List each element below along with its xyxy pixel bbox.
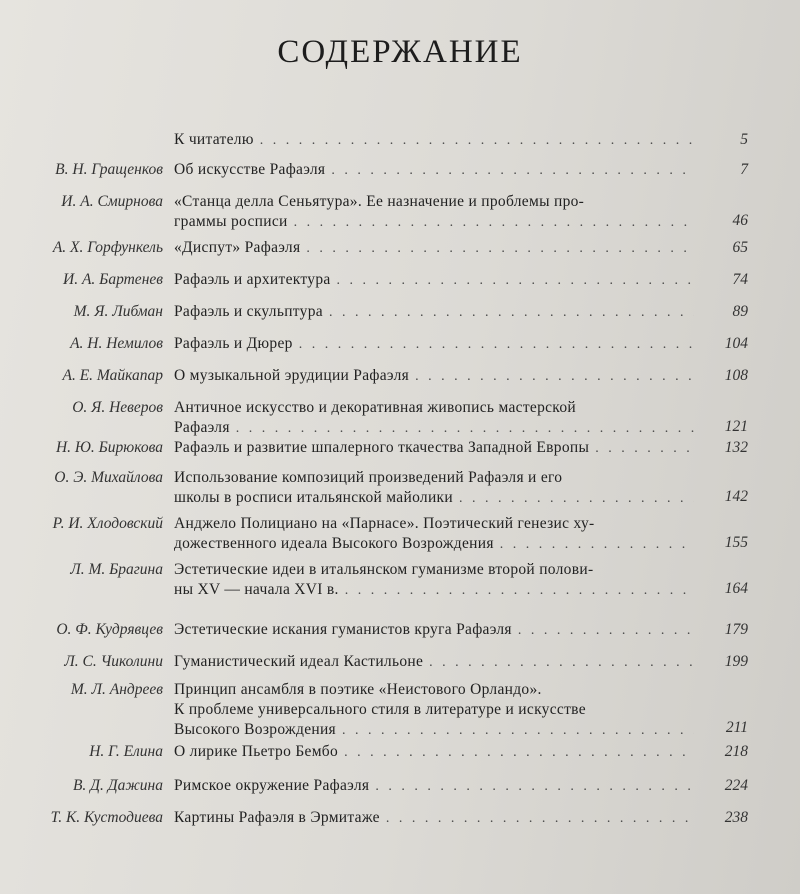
toc-title-line: [174, 580, 694, 601]
toc-title-text: К читателю: [174, 131, 254, 148]
toc-title-line: [174, 776, 694, 797]
leader-dots: [375, 777, 694, 797]
toc-title-line: [174, 438, 694, 459]
toc-title-text: Рафаэля: [174, 419, 230, 436]
toc-author: О. Ф. Кудрявцев: [56, 621, 163, 638]
toc-title-text: Рафаэль и скульптура: [174, 303, 323, 320]
toc-page-number: 199: [724, 653, 748, 670]
toc-title-line: [174, 514, 694, 534]
toc-page-number: 224: [724, 777, 748, 794]
leader-dots: [415, 367, 694, 387]
toc-author: Т. К. Кустодиева: [50, 809, 163, 826]
toc-author: Н. Г. Елина: [89, 743, 163, 760]
toc-title-line: [174, 680, 694, 700]
leader-dots: [429, 653, 694, 673]
toc-title: [174, 334, 694, 355]
toc-title-line: [174, 468, 694, 488]
toc-page-number: 142: [724, 488, 748, 505]
toc-title: [174, 130, 694, 151]
toc-title-text: Гуманистический идеал Кастильоне: [174, 653, 424, 670]
toc-author: И. А. Бартенев: [63, 271, 163, 288]
toc-title-text: школы в росписи итальянской майолики: [174, 489, 453, 506]
toc-page-number: 104: [724, 335, 748, 352]
toc-title-line: [174, 652, 694, 673]
toc-page-number: 121: [724, 418, 748, 435]
toc-title-text: дожественного идеала Высокого Возрождения: [174, 535, 494, 552]
toc-page-number: 132: [724, 439, 748, 456]
toc-title-line: [174, 302, 694, 323]
toc-title-line: [174, 418, 694, 439]
toc-title: [174, 680, 694, 741]
toc-title-text: граммы росписи: [174, 213, 288, 230]
toc-title-line: [174, 808, 694, 829]
toc-title: [174, 302, 694, 323]
toc-title-line: [174, 700, 694, 720]
toc-author: О. Я. Неверов: [72, 399, 163, 416]
toc-title-text: Рафаэль и архитектура: [174, 271, 331, 288]
toc-title-text: Высокого Возрождения: [174, 721, 336, 738]
page-title: СОДЕРЖАНИЕ: [277, 34, 523, 70]
leader-dots: [342, 721, 694, 741]
toc-title-text: Картины Рафаэля в Эрмитаже: [174, 809, 380, 826]
toc-title: [174, 514, 694, 555]
toc-title: [174, 468, 694, 509]
toc-title-line: [174, 334, 694, 355]
leader-dots: [294, 213, 694, 233]
toc-title-line: [174, 720, 694, 741]
leader-dots: [299, 335, 694, 355]
toc-title-text: ны XV — начала XVI в.: [174, 581, 339, 598]
toc-page-number: 155: [724, 534, 748, 551]
toc-page-number: 74: [732, 271, 748, 288]
toc-title-text: Римское окружение Рафаэля: [174, 777, 370, 794]
toc-author: Л. М. Брагина: [70, 561, 163, 578]
leader-dots: [386, 809, 694, 829]
toc-title-line: [174, 560, 694, 580]
toc-author: И. А. Смирнова: [61, 193, 163, 210]
leader-dots: [595, 439, 694, 459]
leader-dots: [500, 535, 694, 555]
toc-author: А. Х. Горфункель: [52, 239, 163, 256]
toc-title: [174, 808, 694, 829]
toc-title-line: [174, 130, 694, 151]
toc-page-number: 238: [724, 809, 748, 826]
toc-title-text: Рафаэль и развитие шпалерного ткачества Западной Европы: [174, 439, 590, 456]
toc-author: О. Э. Михайлова: [54, 469, 163, 486]
toc-title-line: [174, 488, 694, 509]
toc-author: В. Д. Дажина: [72, 777, 163, 794]
toc-title-text: Рафаэль и Дюрер: [174, 335, 293, 352]
toc-title-text: Античное искусство и декоративная живопись мастерской: [174, 399, 576, 416]
toc-title: [174, 366, 694, 387]
toc-title-line: [174, 238, 694, 259]
toc-page-number: 108: [724, 367, 748, 384]
leader-dots: [344, 743, 694, 763]
toc-title: [174, 652, 694, 673]
toc-title-text: Анджело Полициано на «Парнасе». Поэтический генезис ху-: [174, 515, 595, 532]
toc-author: Л. С. Чиколини: [64, 653, 163, 670]
toc-page-number: 179: [724, 621, 748, 638]
toc-title: [174, 192, 694, 233]
toc-title-line: [174, 742, 694, 763]
toc-author: М. Я. Либман: [73, 303, 163, 320]
toc-author: А. Н. Немилов: [70, 335, 163, 352]
toc-title: [174, 620, 694, 641]
toc-title-line: [174, 534, 694, 555]
toc-title-line: [174, 212, 694, 233]
toc-title: [174, 160, 694, 181]
toc-title-line: [174, 620, 694, 641]
toc-page-number: 89: [732, 303, 748, 320]
toc-title-line: [174, 192, 694, 212]
leader-dots: [306, 239, 694, 259]
toc-title-text: Использование композиций произведений Рафаэля и его: [174, 469, 563, 486]
toc-title: [174, 776, 694, 797]
toc-title: [174, 742, 694, 763]
toc-title-text: О лирике Пьетро Бембо: [174, 743, 339, 760]
leader-dots: [329, 303, 694, 323]
toc-page-number: 5: [740, 131, 748, 148]
toc-page-number: 164: [724, 580, 748, 597]
toc-author: А. Е. Майкапар: [62, 367, 163, 384]
leader-dots: [260, 131, 694, 151]
leader-dots: [337, 271, 694, 291]
toc-title-text: Принцип ансамбля в поэтике «Неистового Орландо».: [174, 681, 542, 698]
toc-title: [174, 398, 694, 439]
toc-author: Р. И. Хлодовский: [52, 515, 163, 532]
toc-title-line: [174, 366, 694, 387]
toc-title-text: «Диспут» Рафаэля: [174, 239, 301, 256]
leader-dots: [331, 161, 694, 181]
toc-page-number: 218: [724, 743, 748, 760]
toc-page-number: 46: [732, 212, 748, 229]
toc-title-text: К проблеме универсального стиля в литературе и искусстве: [174, 701, 586, 718]
toc-title: [174, 238, 694, 259]
toc-page-number: 65: [732, 239, 748, 256]
toc-author: Н. Ю. Бирюкова: [55, 439, 163, 456]
toc-title-line: [174, 398, 694, 418]
toc-title-text: Эстетические искания гуманистов круга Рафаэля: [174, 621, 512, 638]
toc-author: В. Н. Гращенков: [55, 161, 163, 178]
toc-title: [174, 270, 694, 291]
toc-title: [174, 560, 694, 601]
toc-page-number: 211: [725, 719, 748, 736]
toc-title: [174, 438, 694, 459]
toc-title-text: «Станца делла Сеньятура». Ее назначение и проблемы про-: [174, 193, 585, 210]
toc-title-line: [174, 270, 694, 291]
leader-dots: [236, 419, 694, 439]
toc-title-text: Эстетические идеи в итальянском гуманизме второй полови-: [174, 561, 594, 578]
leader-dots: [459, 489, 694, 509]
toc-page-number: 7: [740, 161, 748, 178]
leader-dots: [345, 581, 694, 601]
toc-title-line: [174, 160, 694, 181]
leader-dots: [518, 621, 694, 641]
toc-title-text: Об искусстве Рафаэля: [174, 161, 326, 178]
toc-title-text: О музыкальной эрудиции Рафаэля: [174, 367, 410, 384]
toc-author: М. Л. Андреев: [70, 681, 163, 698]
